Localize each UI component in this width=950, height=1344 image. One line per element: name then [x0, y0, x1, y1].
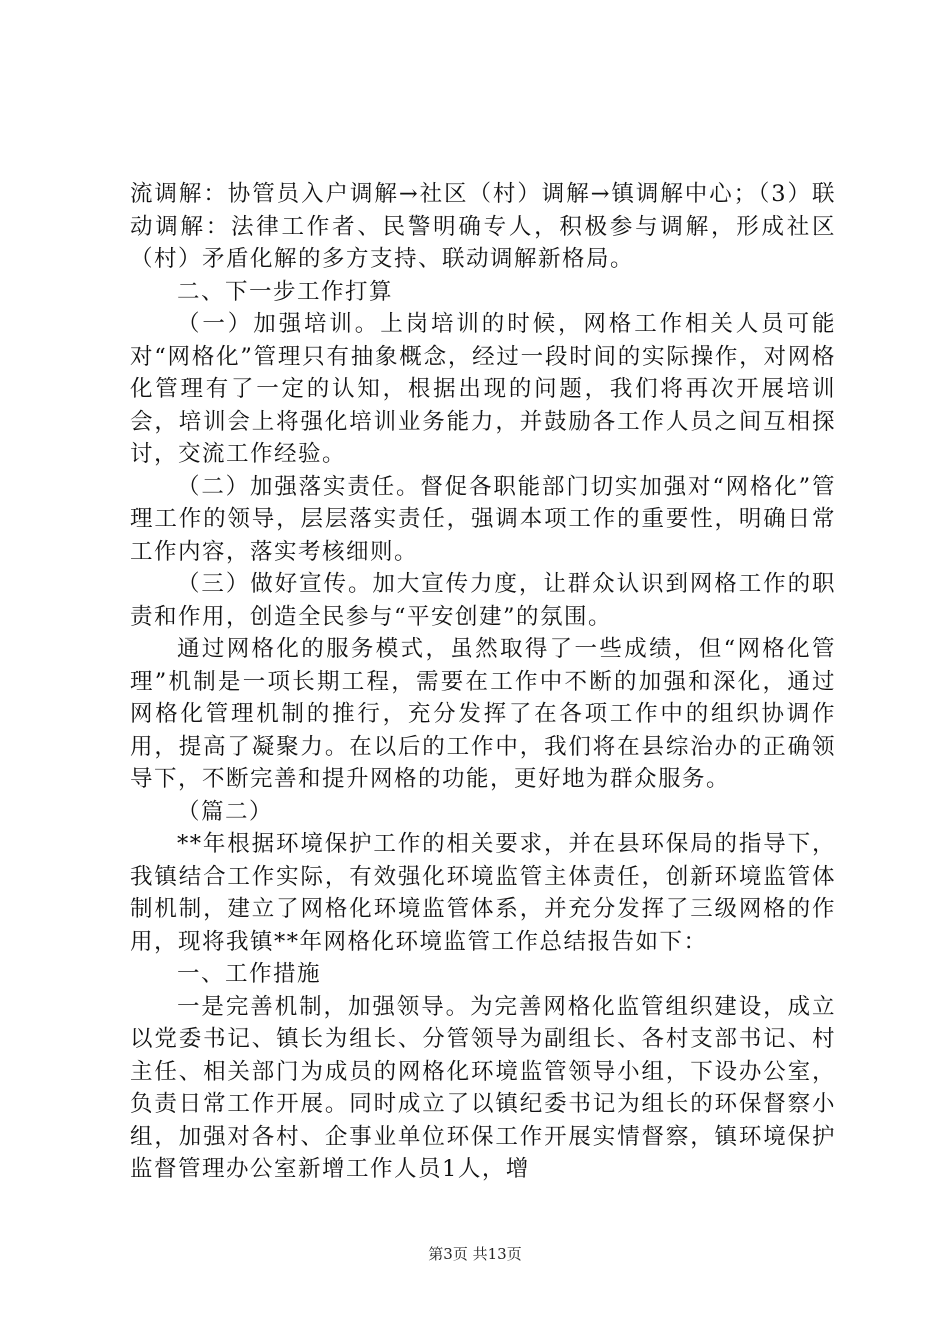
paragraph: 通过网格化的服务模式，虽然取得了一些成绩，但“网格化管理”机制是一项长期工程，需要在工作中不断的加强和深化，通过网格化管理机制的推行，充分发挥了在各项工作中的组织协调作用，提高了凝聚力。在以后的工作中，我们将在县综治办的正确领导下，不断完善和提升网格的功能，更好地为群众服务。: [130, 636, 836, 792]
paragraph: 一是完善机制，加强领导。为完善网格化监管组织建设，成立以党委书记、镇长为组长、分管领导为副组长、各村支部书记、村主任、相关部门为成员的网格化环境监管领导小组，下设办公室，负责日常工作开展。同时成立了以镇纪委书记为组长的环保督察小组，加强对各村、企事业单位环保工作开展实情督察，镇环境保护监督管理办公室新增工作人员1人，增: [130, 993, 836, 1182]
document-body: [130, 178, 836, 1186]
paragraph: **年根据环境保护工作的相关要求，并在县环保局的指导下，我镇结合工作实际，有效强化环境监管主体责任，创新环境监管体制机制，建立了网格化环境监管体系，并充分发挥了三级网格的作用，现将我镇**年网格化环境监管工作总结报告如下：: [130, 831, 836, 955]
paragraph: （一）加强培训。上岗培训的时候，网格工作相关人员可能对“网格化”管理只有抽象概念，经过一段时间的实际操作，对网格化管理有了一定的认知，根据出现的问题，我们将再次开展培训会，培训会上将强化培训业务能力，并鼓励各工作人员之间互相探讨，交流工作经验。: [130, 311, 836, 467]
paragraph: （三）做好宣传。加大宣传力度，让群众认识到网格工作的职责和作用，创造全民参与“平安创建”的氛围。: [130, 571, 836, 630]
section-heading: 一、工作措施: [177, 961, 322, 987]
section-heading: 二、下一步工作打算: [177, 278, 394, 305]
page-footer: 第3页 共13页: [428, 1245, 522, 1263]
paragraph: 流调解：协管员入户调解→社区（村）调解→镇调解中心；（3）联动调解：法律工作者、民警明确专人，积极参与调解，形成社区（村）矛盾化解的多方支持、联动调解新格局。: [130, 181, 836, 272]
chapter-label: （篇二）: [177, 798, 274, 825]
paragraph: （二）加强落实责任。督促各职能部门切实加强对“网格化”管理工作的领导，层层落实责任，强调本项工作的重要性，明确日常工作内容，落实考核细则。: [130, 473, 836, 565]
